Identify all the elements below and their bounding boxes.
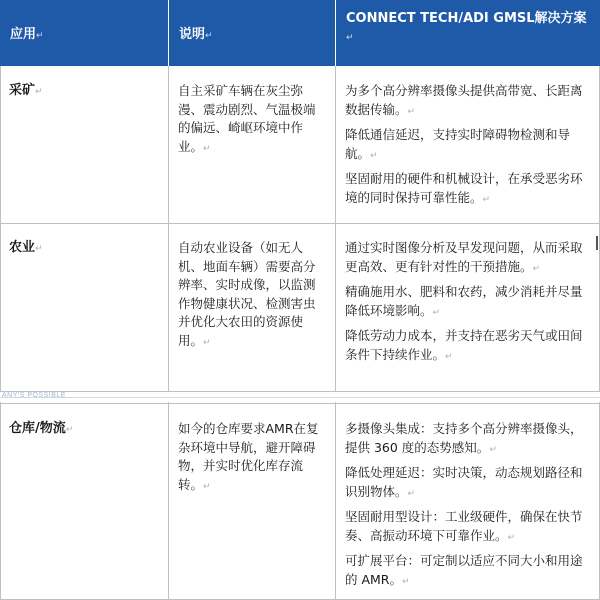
application-label: 采矿: [9, 83, 36, 98]
paragraph-mark: ↵: [432, 307, 441, 318]
paragraph-mark: ↵: [35, 87, 43, 97]
paragraph-mark: ↵: [370, 150, 378, 161]
paragraph-mark: ↵: [205, 31, 213, 41]
header-description-label: 说明: [179, 27, 206, 42]
row-agriculture-description: [169, 239, 335, 352]
paragraph-mark: ↵: [532, 263, 541, 274]
solution-item: 精确施用水、肥料和农药，减少消耗并尽量降低环境影响。↵: [345, 284, 583, 318]
solution-item: 降低处理延迟：实时决策，动态规划路径和识别物体。↵: [345, 465, 583, 499]
header-solution-label: CONNECT TECH/ADI GMSL解决方案: [346, 11, 587, 26]
description-text: 自主采矿车辆在灰尘弥漫、震动剧烈、气温极端的偏远、崎岖环境中作业。: [178, 83, 316, 154]
column-divider: [168, 66, 169, 392]
paragraph-mark: ↵: [507, 532, 516, 543]
header-application: [0, 0, 168, 66]
application-label: 仓库/物流: [9, 421, 66, 436]
header-solution: [336, 0, 600, 66]
solution-item: 降低通信延迟，支持实时障碍物检测和导航。↵: [345, 127, 571, 161]
row-mining-application: [0, 82, 168, 102]
table-left-border: [0, 66, 1, 392]
column-divider: [168, 402, 169, 600]
description-text: 自动农业设备（如无人机、地面车辆）需要高分辨率、实时成像，以监测作物健康状况、检测害虫并优化大农田的资源使用。: [178, 240, 316, 348]
solution-item: 降低劳动力成本，并支持在恶劣天气或田间条件下持续作业。↵: [345, 328, 583, 362]
paragraph-mark: ↵: [407, 488, 416, 499]
solution-item: 为多个高分辨率摄像头提供高带宽、长距离数据传输。↵: [345, 83, 583, 117]
column-divider: [335, 66, 336, 392]
row-warehouse-application: [0, 420, 168, 440]
cursor-mark: [596, 236, 598, 250]
paragraph-mark: ↵: [203, 143, 211, 154]
solution-item: 通过实时图像分析及早发现问题，从而采取更高效、更有针对性的干预措施。↵: [345, 240, 583, 274]
header-application-label: 应用: [10, 27, 37, 42]
table-left-border: [0, 402, 1, 600]
paragraph-mark: ↵: [35, 244, 43, 254]
row-warehouse-solutions: [336, 420, 598, 596]
solution-item: 可扩展平台：可定制以适应不同大小和用途的 AMR。↵: [345, 553, 583, 587]
paragraph-mark: ↵: [402, 576, 410, 587]
row-mining-solutions: [336, 82, 598, 214]
row-mining-description: [169, 82, 335, 158]
solution-item: 坚固耐用型设计：工业级硬件，确保在快节奏、高振动环境下可靠作业。↵: [345, 509, 583, 543]
row-divider: [0, 403, 600, 404]
solution-item: 多摄像头集成：支持多个高分辨率摄像头，提供 360 度的态势感知。↵: [345, 421, 583, 455]
paragraph-mark: ↵: [65, 425, 74, 435]
paragraph-mark: ↵: [36, 31, 44, 41]
description-text: 如今的仓库要求AMR在复杂环境中导航，避开障碍物，并实时优化库存流转。: [178, 421, 319, 492]
row-agriculture-solutions: [336, 239, 598, 371]
paragraph-mark: ↵: [346, 33, 354, 43]
watermark-fragment: ANY'S POSSIBLE: [2, 392, 66, 399]
column-divider: [335, 402, 336, 600]
page-break-line: [0, 397, 600, 398]
row-warehouse-description: [169, 420, 335, 496]
header-description: [169, 0, 335, 66]
paragraph-mark: ↵: [203, 481, 211, 492]
paragraph-mark: ↵: [407, 106, 416, 117]
paragraph-mark: ↵: [203, 337, 211, 348]
paragraph-mark: ↵: [482, 194, 491, 205]
paragraph-mark: ↵: [445, 351, 453, 362]
paragraph-mark: ↵: [489, 444, 497, 455]
solution-item: 坚固耐用的硬件和机械设计，在承受恶劣环境的同时保持可靠性能。↵: [345, 171, 583, 205]
application-label: 农业: [9, 240, 36, 255]
row-agriculture-application: [0, 239, 168, 259]
row-divider: [0, 223, 600, 224]
